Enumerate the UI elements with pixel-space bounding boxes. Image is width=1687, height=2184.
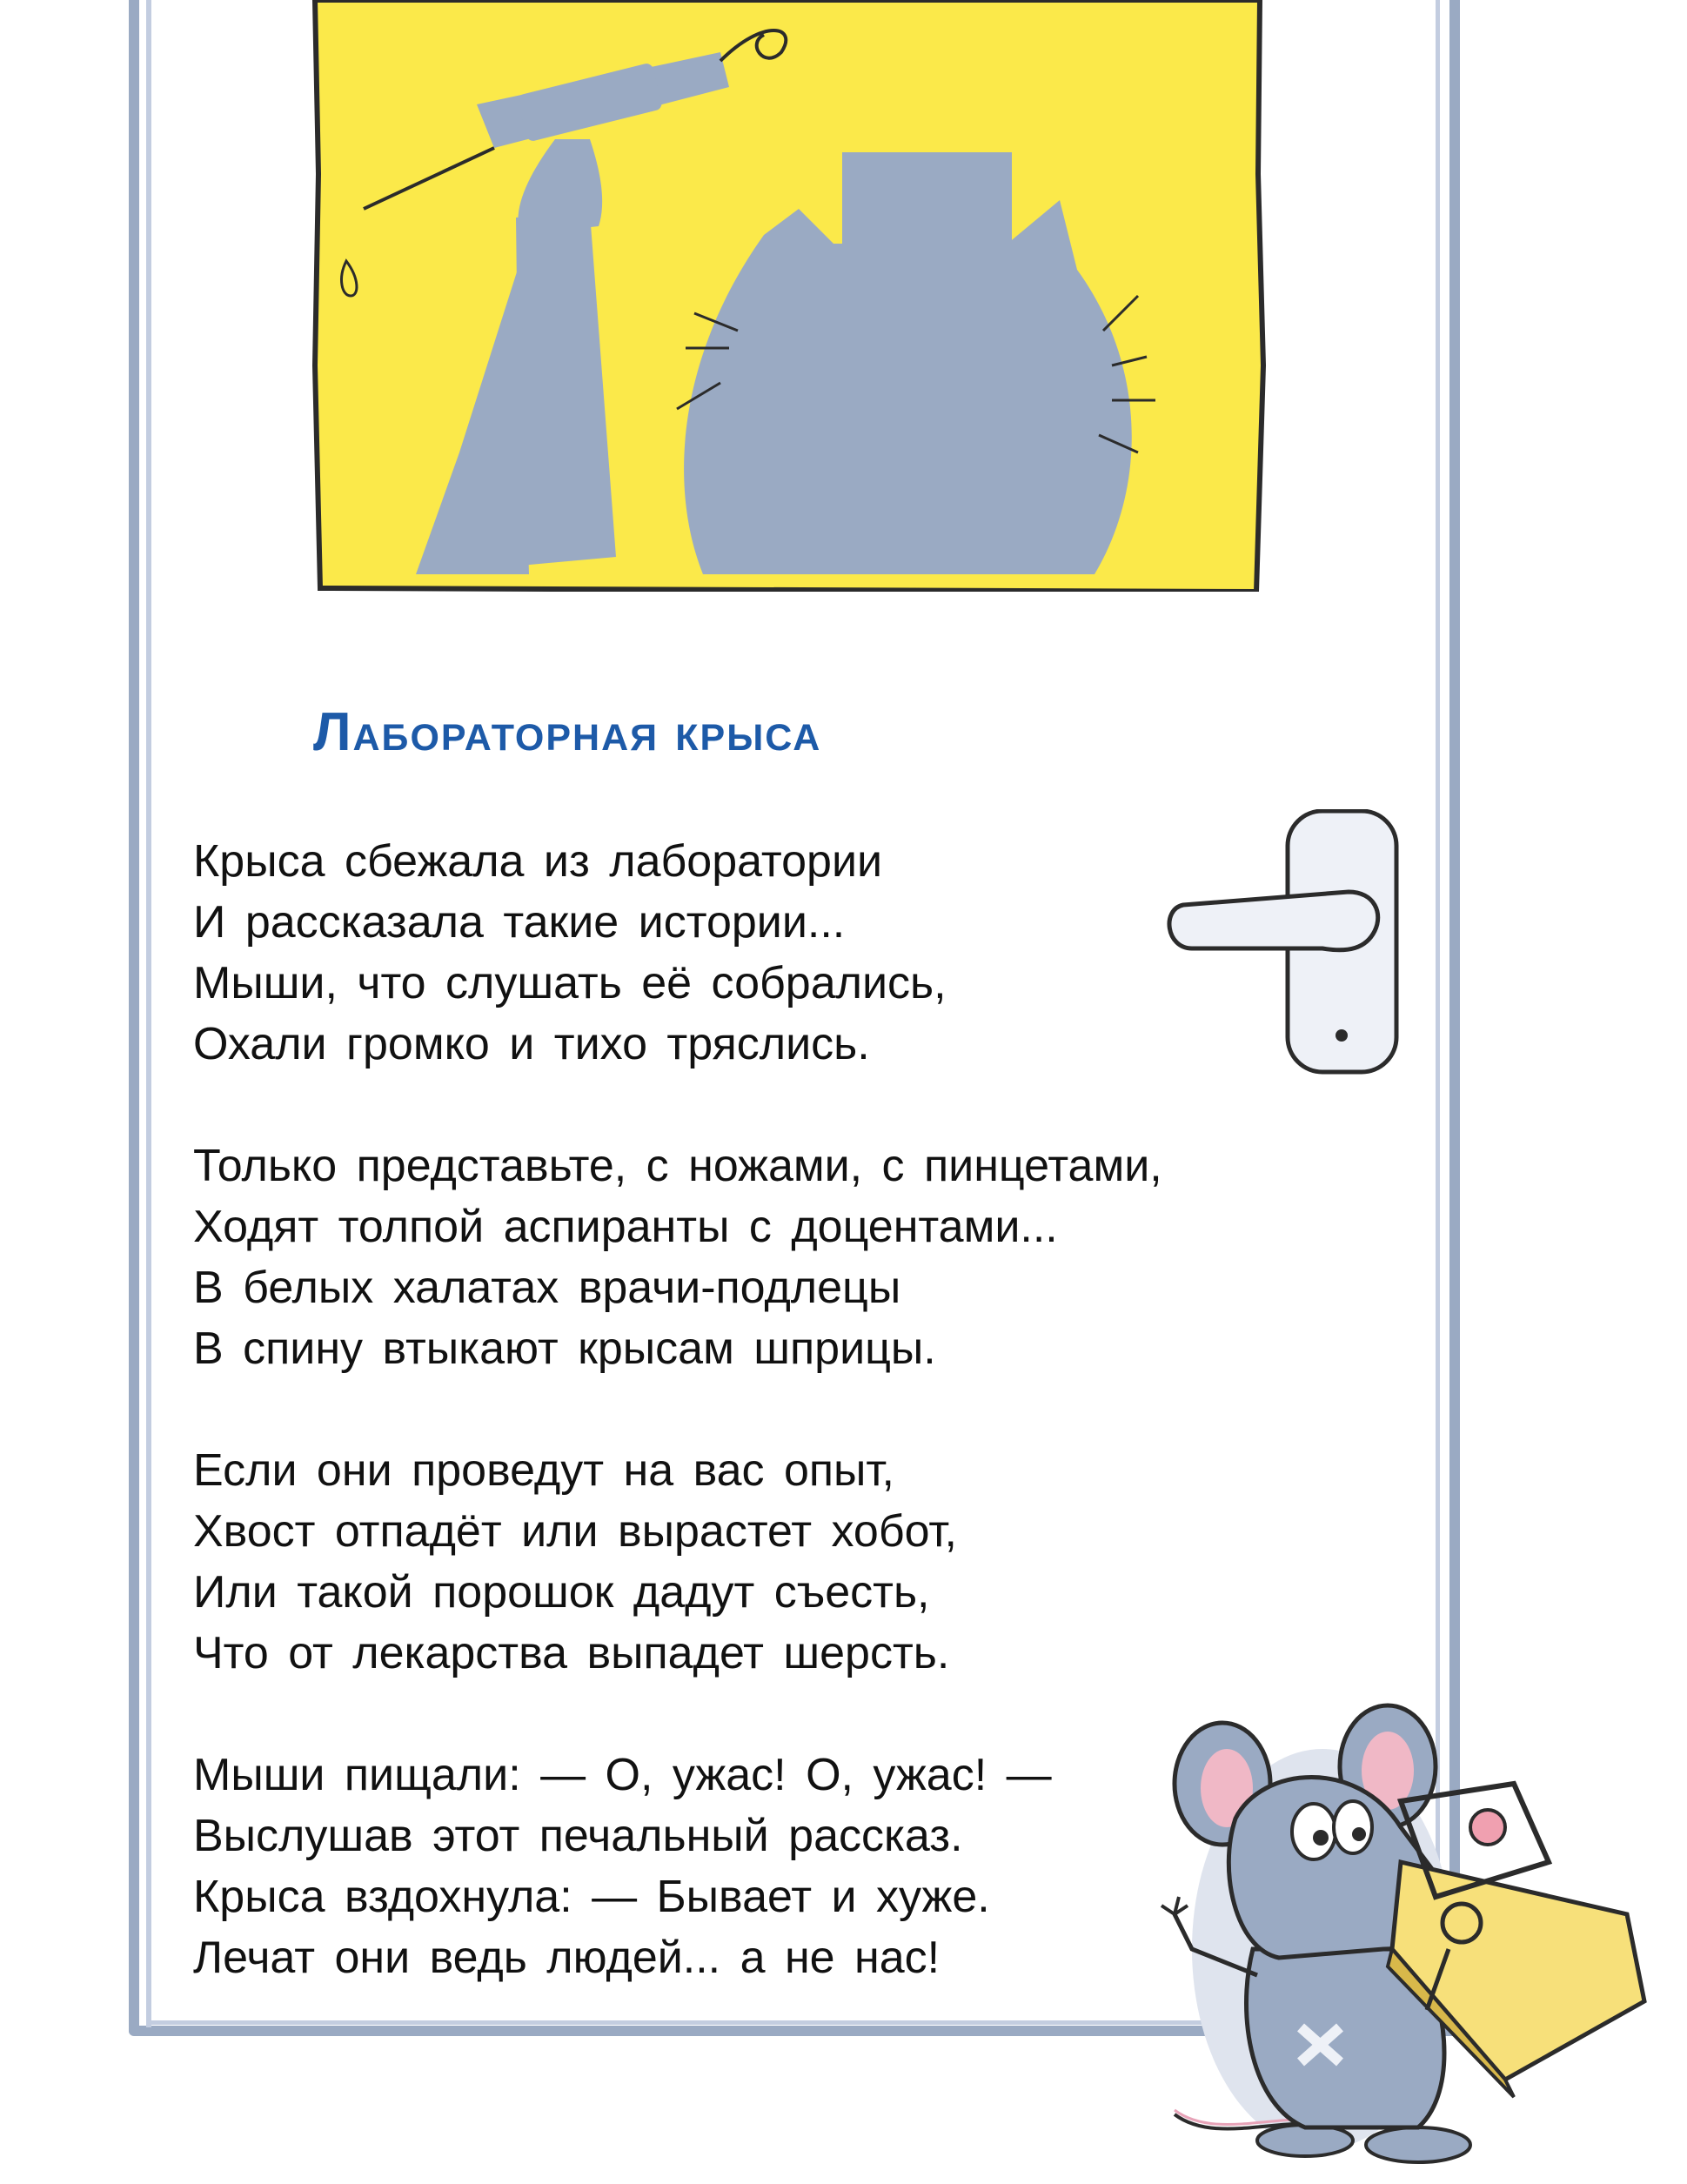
poem-line: Только представьте, с ножами, с пинцетами, (193, 1141, 1162, 1191)
stanza (193, 1440, 1350, 1684)
poem-line: Выслушав этот печальный рассказ. (193, 1811, 963, 1861)
poem-line: В спину втыкают крысам шприцы. (193, 1323, 936, 1374)
poem-line: В белых халатах врачи-подлецы (193, 1263, 901, 1313)
poem-line: Крыса вздохнула: — Бывает и хуже. (193, 1872, 990, 1922)
poem-line: Или такой порошок дадут съесть, (193, 1567, 930, 1618)
poem-title: Лабораторная крыса (313, 702, 822, 762)
poem-line: Мыши, что слушать её собрались, (193, 958, 947, 1008)
poem-line: Хвост отпадёт или вырастет хобот, (193, 1506, 957, 1557)
window-silhouette-illustration (311, 0, 1269, 592)
poem-line: Мыши пищали: — О, ужас! О, ужас! — (193, 1750, 1052, 1800)
poem-line: И рассказала такие истории... (193, 897, 846, 948)
stanza (193, 1136, 1350, 1379)
door-frame-inner-left (146, 0, 151, 2027)
poem-line: Крыса сбежала из лаборатории (193, 836, 883, 887)
poem-line: Что от лекарства выпадет шерсть. (193, 1628, 950, 1678)
poem-line: Охали громко и тихо тряслись. (193, 1019, 870, 1069)
poem-line: Если они проведут на вас опыт, (193, 1445, 894, 1496)
poem-line: Лечат они ведь людей... а не нас! (193, 1933, 941, 1983)
stanza (193, 831, 1350, 1075)
mouse-with-trap-illustration (1140, 1688, 1653, 2175)
poem-line: Ходят толпой аспиранты с доцентами... (193, 1202, 1058, 1252)
